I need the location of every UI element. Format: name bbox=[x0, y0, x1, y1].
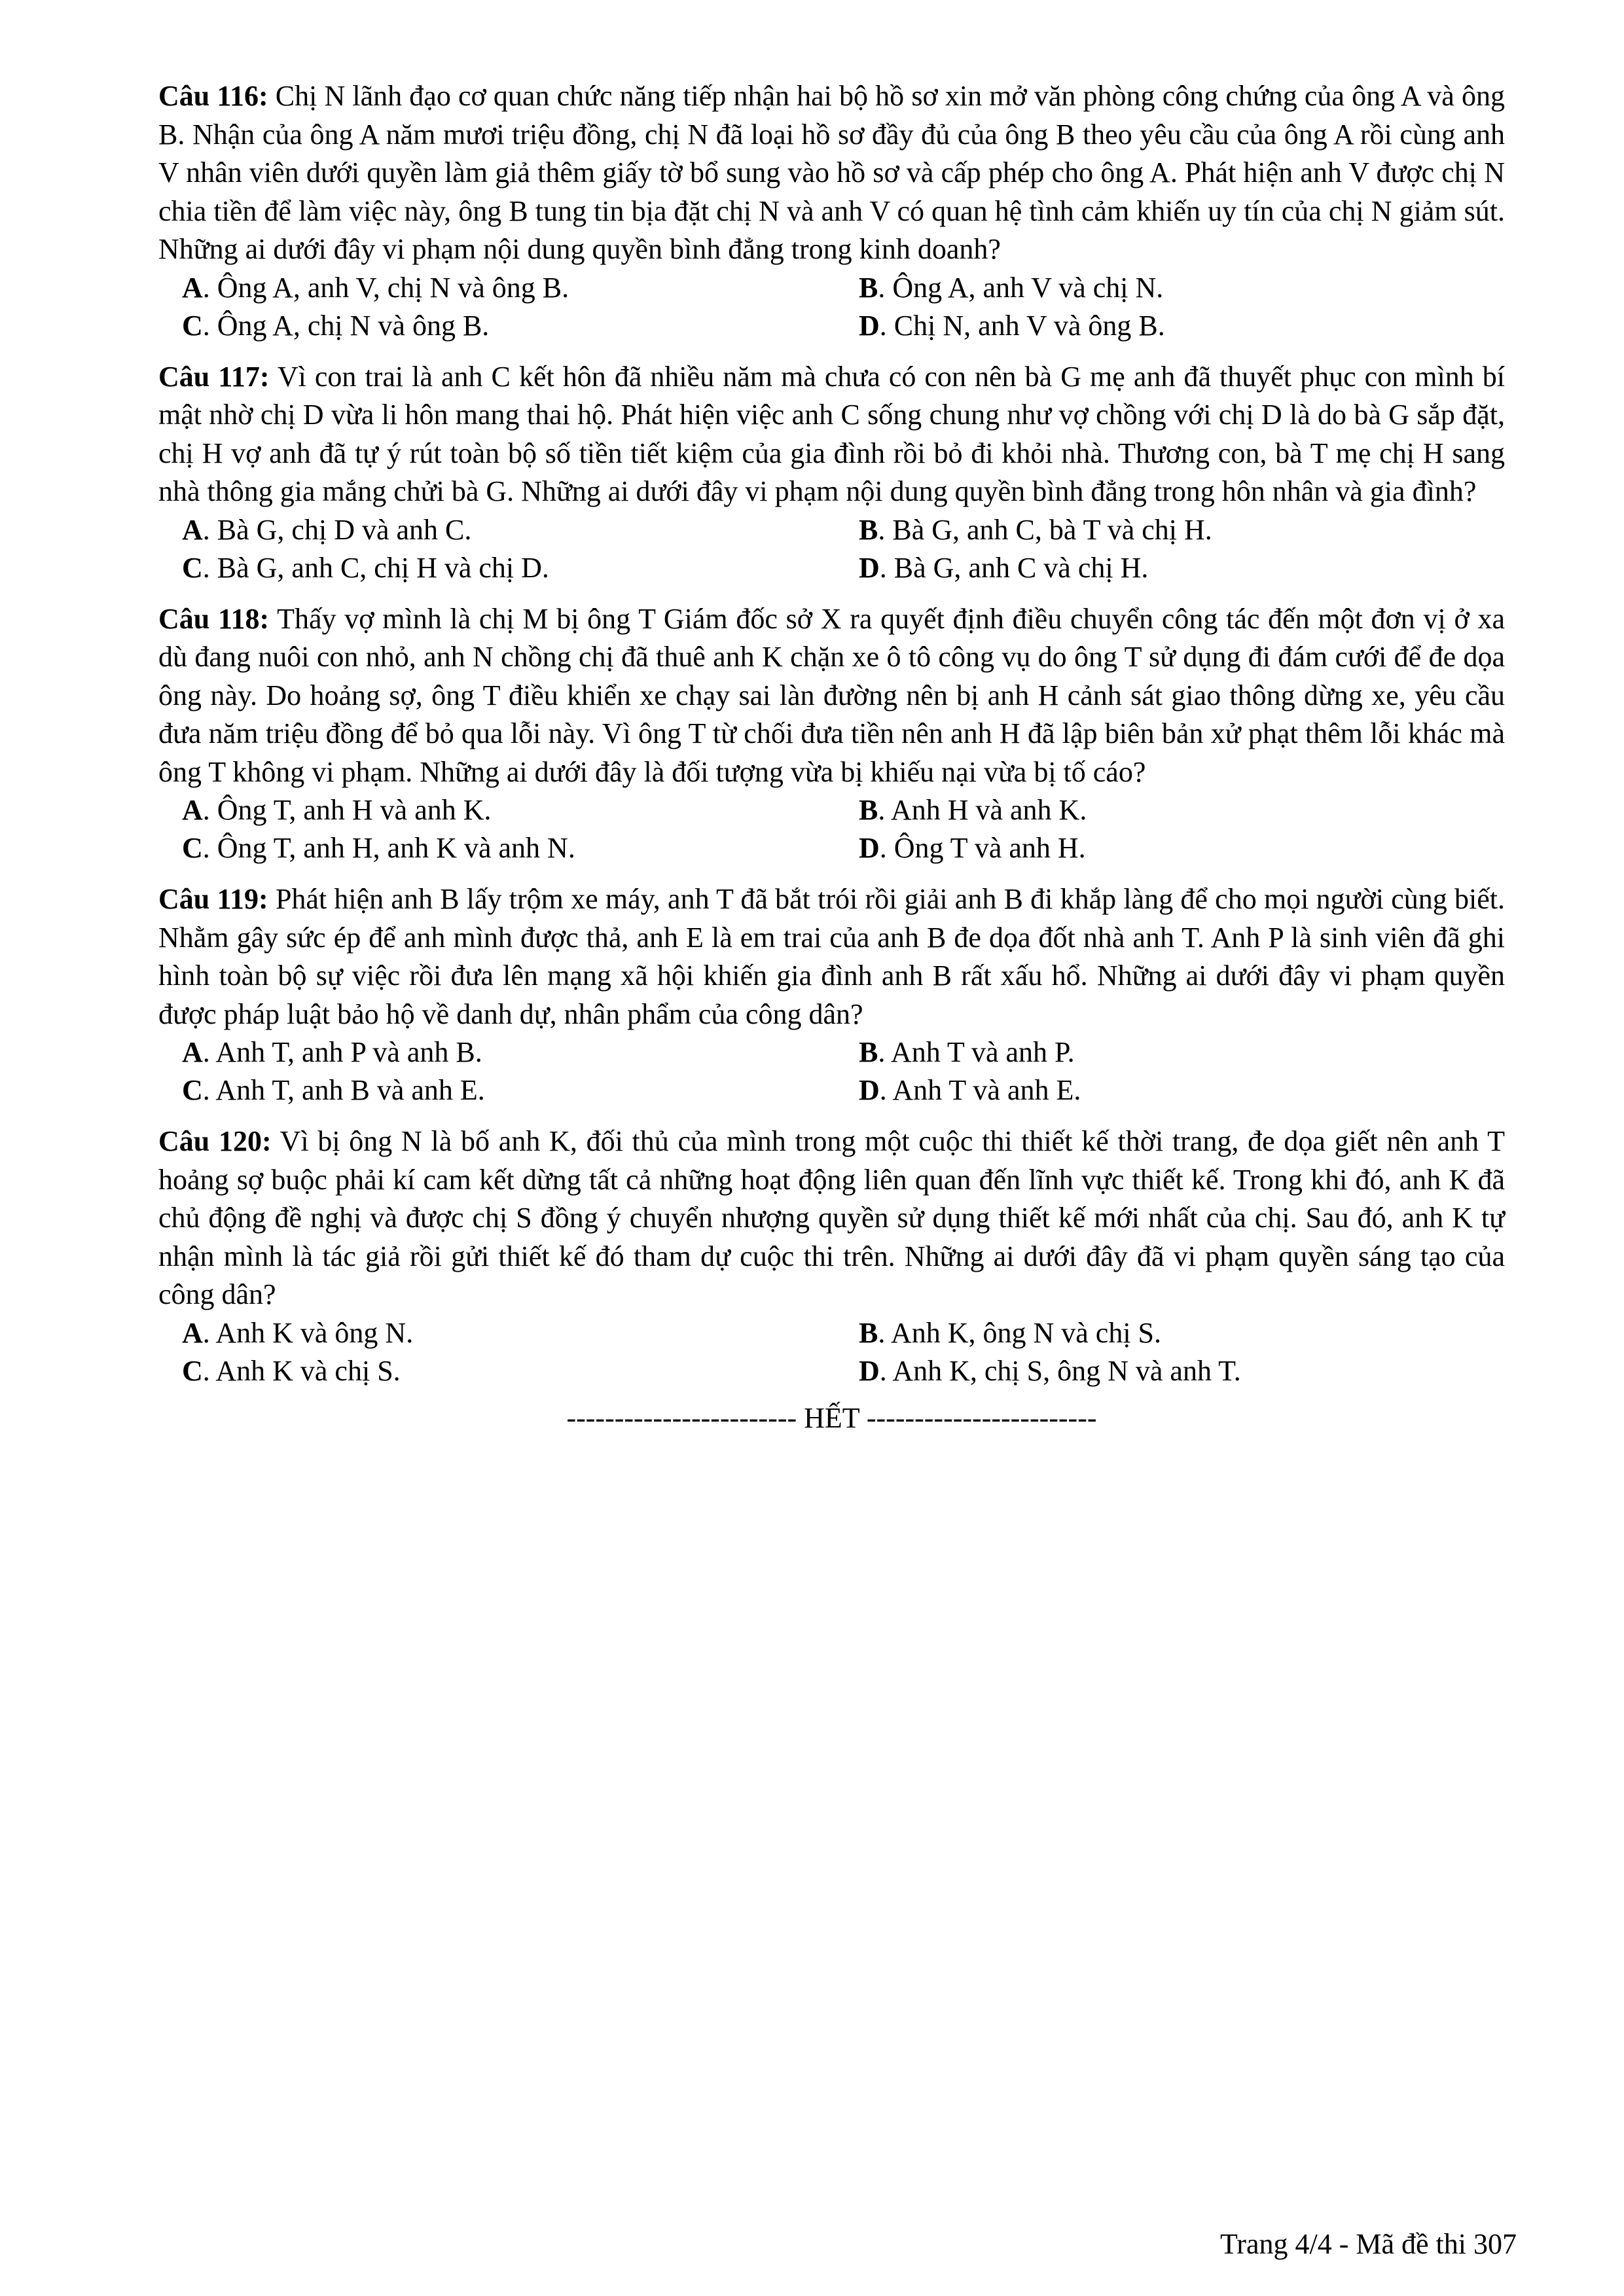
option-b: B. Bà G, anh C, bà T và chị H. bbox=[859, 513, 1212, 546]
option-a: A. Anh T, anh P và anh B. bbox=[182, 1036, 482, 1068]
question-117-body: Vì con trai là anh C kết hôn đã nhiều năm mà chưa có con nên bà G mẹ anh đã thuyết phục con mình bí mật nhờ chị D vừa li hôn mang thai hộ. Phát hiện việc anh C sống chung như vợ chồng với chị D là do bà G sắp đặt, chị H vợ anh đã tự ý rút toàn bộ số tiền tiết kiệm của gia đình rồi bỏ đi khỏi nhà. Thương con, bà T mẹ chị H sang nhà thông gia mắng chửi bà G. Những ai dưới đây vi phạm nội dung quyền bình đẳng trong hôn nhân và gia đình? bbox=[158, 360, 1505, 507]
option-d: D. Bà G, anh C và chị H. bbox=[859, 551, 1149, 584]
question-120 bbox=[158, 1122, 1505, 1390]
option-c: C. Bà G, anh C, chị H và chị D. bbox=[182, 551, 549, 584]
exam-page bbox=[158, 77, 1505, 1437]
question-116-label: Câu 116: bbox=[158, 80, 268, 112]
option-a: A. Bà G, chị D và anh C. bbox=[182, 513, 472, 546]
option-d: D. Ông T và anh H. bbox=[859, 832, 1086, 864]
option-c: C. Ông A, chị N và ông B. bbox=[182, 309, 490, 342]
option-c: C. Ông T, anh H, anh K và anh N. bbox=[182, 832, 575, 864]
end-marker: ------------------------ HẾT ------------------------ bbox=[566, 1401, 1097, 1434]
question-118-label: Câu 118: bbox=[158, 602, 270, 635]
question-117 bbox=[158, 358, 1505, 587]
question-118 bbox=[158, 600, 1505, 868]
page-footer: Trang 4/4 - Mã đề thi 307 bbox=[1219, 2228, 1517, 2260]
question-116 bbox=[158, 77, 1505, 345]
option-a: A. Anh K và ông N. bbox=[182, 1316, 414, 1349]
option-b: B. Anh T và anh P. bbox=[859, 1036, 1075, 1068]
option-b: B. Anh K, ông N và chị S. bbox=[859, 1316, 1162, 1349]
question-119-text bbox=[158, 880, 1505, 1033]
question-119-label: Câu 119: bbox=[158, 883, 268, 915]
question-119 bbox=[158, 880, 1505, 1109]
option-c: C. Anh T, anh B và anh E. bbox=[182, 1074, 485, 1106]
option-b: B. Anh H và anh K. bbox=[859, 794, 1087, 826]
option-d: D. Anh K, chị S, ông N và anh T. bbox=[859, 1354, 1241, 1387]
option-d: D. Chị N, anh V và ông B. bbox=[859, 309, 1165, 342]
question-120-body: Vì bị ông N là bố anh K, đối thủ của mình trong một cuộc thi thiết kế thời trang, đe dọa giết nên anh T hoảng sợ buộc phải kí cam kết dừng tất cả những hoạt động liên quan đến lĩnh vực thiết kế. Trong khi đó, anh K đã chủ động đề nghị và được chị S đồng ý chuyển nhượng quyền sử dụng thiết kế mới nhất của chị. Sau đó, anh K tự nhận mình là tác giả rồi gửi thiết kế đó tham dự cuộc thi trên. Những ai dưới đây đã vi phạm quyền sáng tạo của công dân? bbox=[158, 1125, 1505, 1310]
question-120-label: Câu 120: bbox=[158, 1125, 272, 1157]
question-116-text bbox=[158, 77, 1505, 269]
question-119-options bbox=[158, 1033, 1505, 1109]
option-d: D. Anh T và anh E. bbox=[859, 1074, 1081, 1106]
option-c: C. Anh K và chị S. bbox=[182, 1354, 401, 1387]
option-b: B. Ông A, anh V và chị N. bbox=[859, 271, 1164, 304]
option-a: A. Ông T, anh H và anh K. bbox=[182, 794, 492, 826]
question-118-options bbox=[158, 791, 1505, 867]
question-116-body: Chị N lãnh đạo cơ quan chức năng tiếp nhận hai bộ hồ sơ xin mở văn phòng công chứng của ông A và ông B. Nhận của ông A năm mươi triệu đồng, chị N đã loại hồ sơ đầy đủ của ông B theo yêu cầu của ông A rồi cùng anh V nhân viên dưới quyền làm giả thêm giấy tờ bổ sung vào hồ sơ và cấp phép cho ông A. Phát hiện anh V được chị N chia tiền để làm việc này, ông B tung tin bịa đặt chị N và anh V có quan hệ tình cảm khiến uy tín của chị N giảm sút. Những ai dưới đây vi phạm nội dung quyền bình đẳng trong kinh doanh? bbox=[158, 80, 1505, 265]
question-119-body: Phát hiện anh B lấy trộm xe máy, anh T đã bắt trói rồi giải anh B đi khắp làng để cho mọi người cùng biết. Nhằm gây sức ép để anh mình được thả, anh E là em trai của anh B đe dọa đốt nhà anh T. Anh P là sinh viên đã ghi hình toàn bộ sự việc rồi đưa lên mạng xã hội khiến gia đình anh B rất xấu hổ. Những ai dưới đây vi phạm quyền được pháp luật bảo hộ về danh dự, nhân phẩm của công dân? bbox=[158, 883, 1505, 1030]
question-120-options bbox=[158, 1314, 1505, 1390]
question-117-options bbox=[158, 511, 1505, 587]
question-118-text bbox=[158, 600, 1505, 792]
question-116-options bbox=[158, 269, 1505, 345]
option-a: A. Ông A, anh V, chị N và ông B. bbox=[182, 271, 569, 304]
question-120-text bbox=[158, 1122, 1505, 1314]
question-117-text bbox=[158, 358, 1505, 511]
question-118-body: Thấy vợ mình là chị M bị ông T Giám đốc sở X ra quyết định điều chuyển công tác đến một đơn vị ở xa dù đang nuôi con nhỏ, anh N chồng chị đã thuê anh K chặn xe ô tô công vụ do ông T sử dụng đi đám cưới để đe dọa ông này. Do hoảng sợ, ông T điều khiển xe chạy sai làn đường nên bị anh H cảnh sát giao thông dừng xe, yêu cầu đưa năm triệu đồng để bỏ qua lỗi này. Vì ông T từ chối đưa tiền nên anh H đã lập biên bản xử phạt thêm lỗi khác mà ông T không vi phạm. Những ai dưới đây là đối tượng vừa bị khiếu nại vừa bị tố cáo? bbox=[158, 602, 1505, 788]
question-117-label: Câu 117: bbox=[158, 360, 270, 393]
